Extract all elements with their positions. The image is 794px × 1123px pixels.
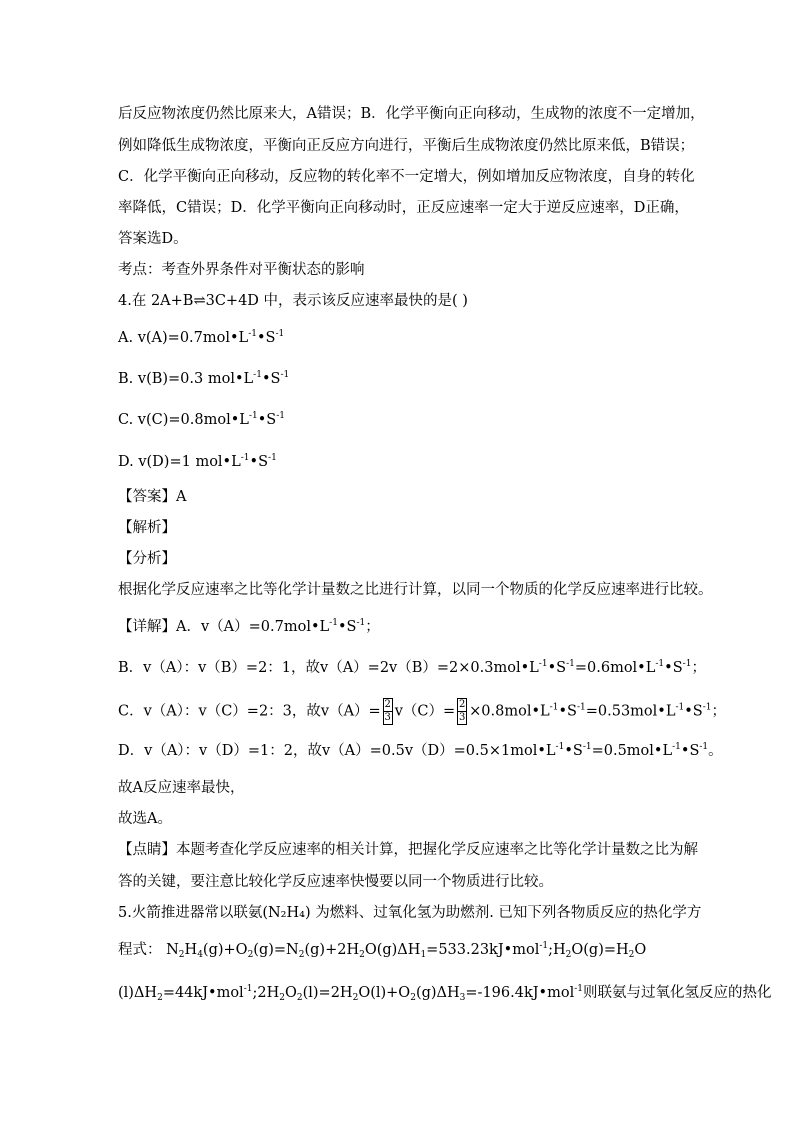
fenxi-text: 根据化学反应速率之比等化学计量数之比进行计算，以同一个物质的化学反应速率进行比较。 xyxy=(118,582,713,598)
fraction: $\frac{2}{3}$ xyxy=(384,699,391,723)
text-line: 例如降低生成物浓度，平衡向正反应方向进行，平衡后生成物浓度仍然比原来低，B错误； xyxy=(118,138,695,154)
conclusion-line: 故选A。 xyxy=(118,811,172,827)
text-line: 率降低，C错误；D．化学平衡向正向移动时，正反应速率一定大于逆反应速率，D正确， xyxy=(118,200,689,216)
fraction: $\frac{2}{3}$ xyxy=(458,699,466,723)
fenxi-heading: 【分析】 xyxy=(118,551,176,567)
detail-a: 【详解】A．$v(A)=0.7mol•L^{-1}•S^{-1}$； xyxy=(118,618,380,635)
option-a: A. $v(A)=0.7mol•L^{-1}•S^{-1}$ xyxy=(118,329,285,346)
note-line: 【点睛】本题考查化学反应速率的相关计算，把握化学反应速率之比等化学计量数之比为解 xyxy=(118,842,698,858)
kaodian-line: 考点：考查外界条件对平衡状态的影响 xyxy=(118,262,365,278)
note-line: 答的关键，要注意比较化学反应速率快慢要以同一个物质进行比较。 xyxy=(118,874,553,890)
detail-d: D．v（A）：v（D）=1：2，故$v(A)=0.5v(D)=0.5\times 1mol•L^{-1}•S^{-1}=0.5mol•L^{-1}•S^{-1}$。 xyxy=(118,742,723,759)
jiexi-heading: 【解析】 xyxy=(118,520,176,536)
detail-b: B．v（A）：v（B）=2：1，故$v(A)=2v(B)=2\times 0.3mol•L^{-1}•S^{-1}=0.6mol•L^{-1}•S^{-1}$； xyxy=(118,659,706,676)
text-line: C．化学平衡向正向移动，反应物的转化率不一定增大，例如增加反应物浓度，自身的转化 xyxy=(118,169,695,185)
question-5-equation-2: $(l)\Delta H_2=44kJ•mol^{-1};2H_2O_2(l)=2H_2O(l)+O_2(g)\Delta H_3=-196.4kJ•mol^{-1}$则联氨与过氧化氢反应的热化 xyxy=(118,984,772,1003)
text-line: 答案选D。 xyxy=(118,231,188,247)
answer-line: 【答案】A xyxy=(118,489,187,505)
option-d: D. v(D)=1 $mol•L^{-1}•S^{-1}$ xyxy=(118,453,277,470)
question-4-stem: 4.在 2A+B⇌3C+4D 中，表示该反应速率最快的是( ) xyxy=(118,293,468,309)
question-5-stem: 5.火箭推进器常以联氨(N₂H₄) 为燃料、过氧化氢为助燃剂. 已知下列各物质反应的热化学方 xyxy=(118,905,702,921)
detail-c: C．v（A）：v（C）=2：3，故v（A）= $\frac{2}{3}$ v（C）= $\frac{2}{3}$ $\times 0.8mol•L^{-1}•S^{-1}=0.53mol•L^{-1}•S^{-1}$； xyxy=(118,699,727,723)
option-c: C. $v(C)=0.8mol•L^{-1}•S^{-1}$ xyxy=(118,411,285,428)
text-line: 后反应物浓度仍然比原来大，A错误；B．化学平衡向正向移动，生成物的浓度不一定增加， xyxy=(118,106,705,122)
conclusion-line: 故A反应速率最快， xyxy=(118,780,245,796)
option-b: B. v(B)=0.3 $mol•L^{-1}•S^{-1}$ xyxy=(118,370,290,387)
question-5-equation-1: 程式： $N_2H_4(g)+O_2(g)=N_2(g)+2H_2O(g)\Delta H_1=533.23kJ•mol^{-1};H_2O(g)=H_2O$ xyxy=(118,941,647,960)
